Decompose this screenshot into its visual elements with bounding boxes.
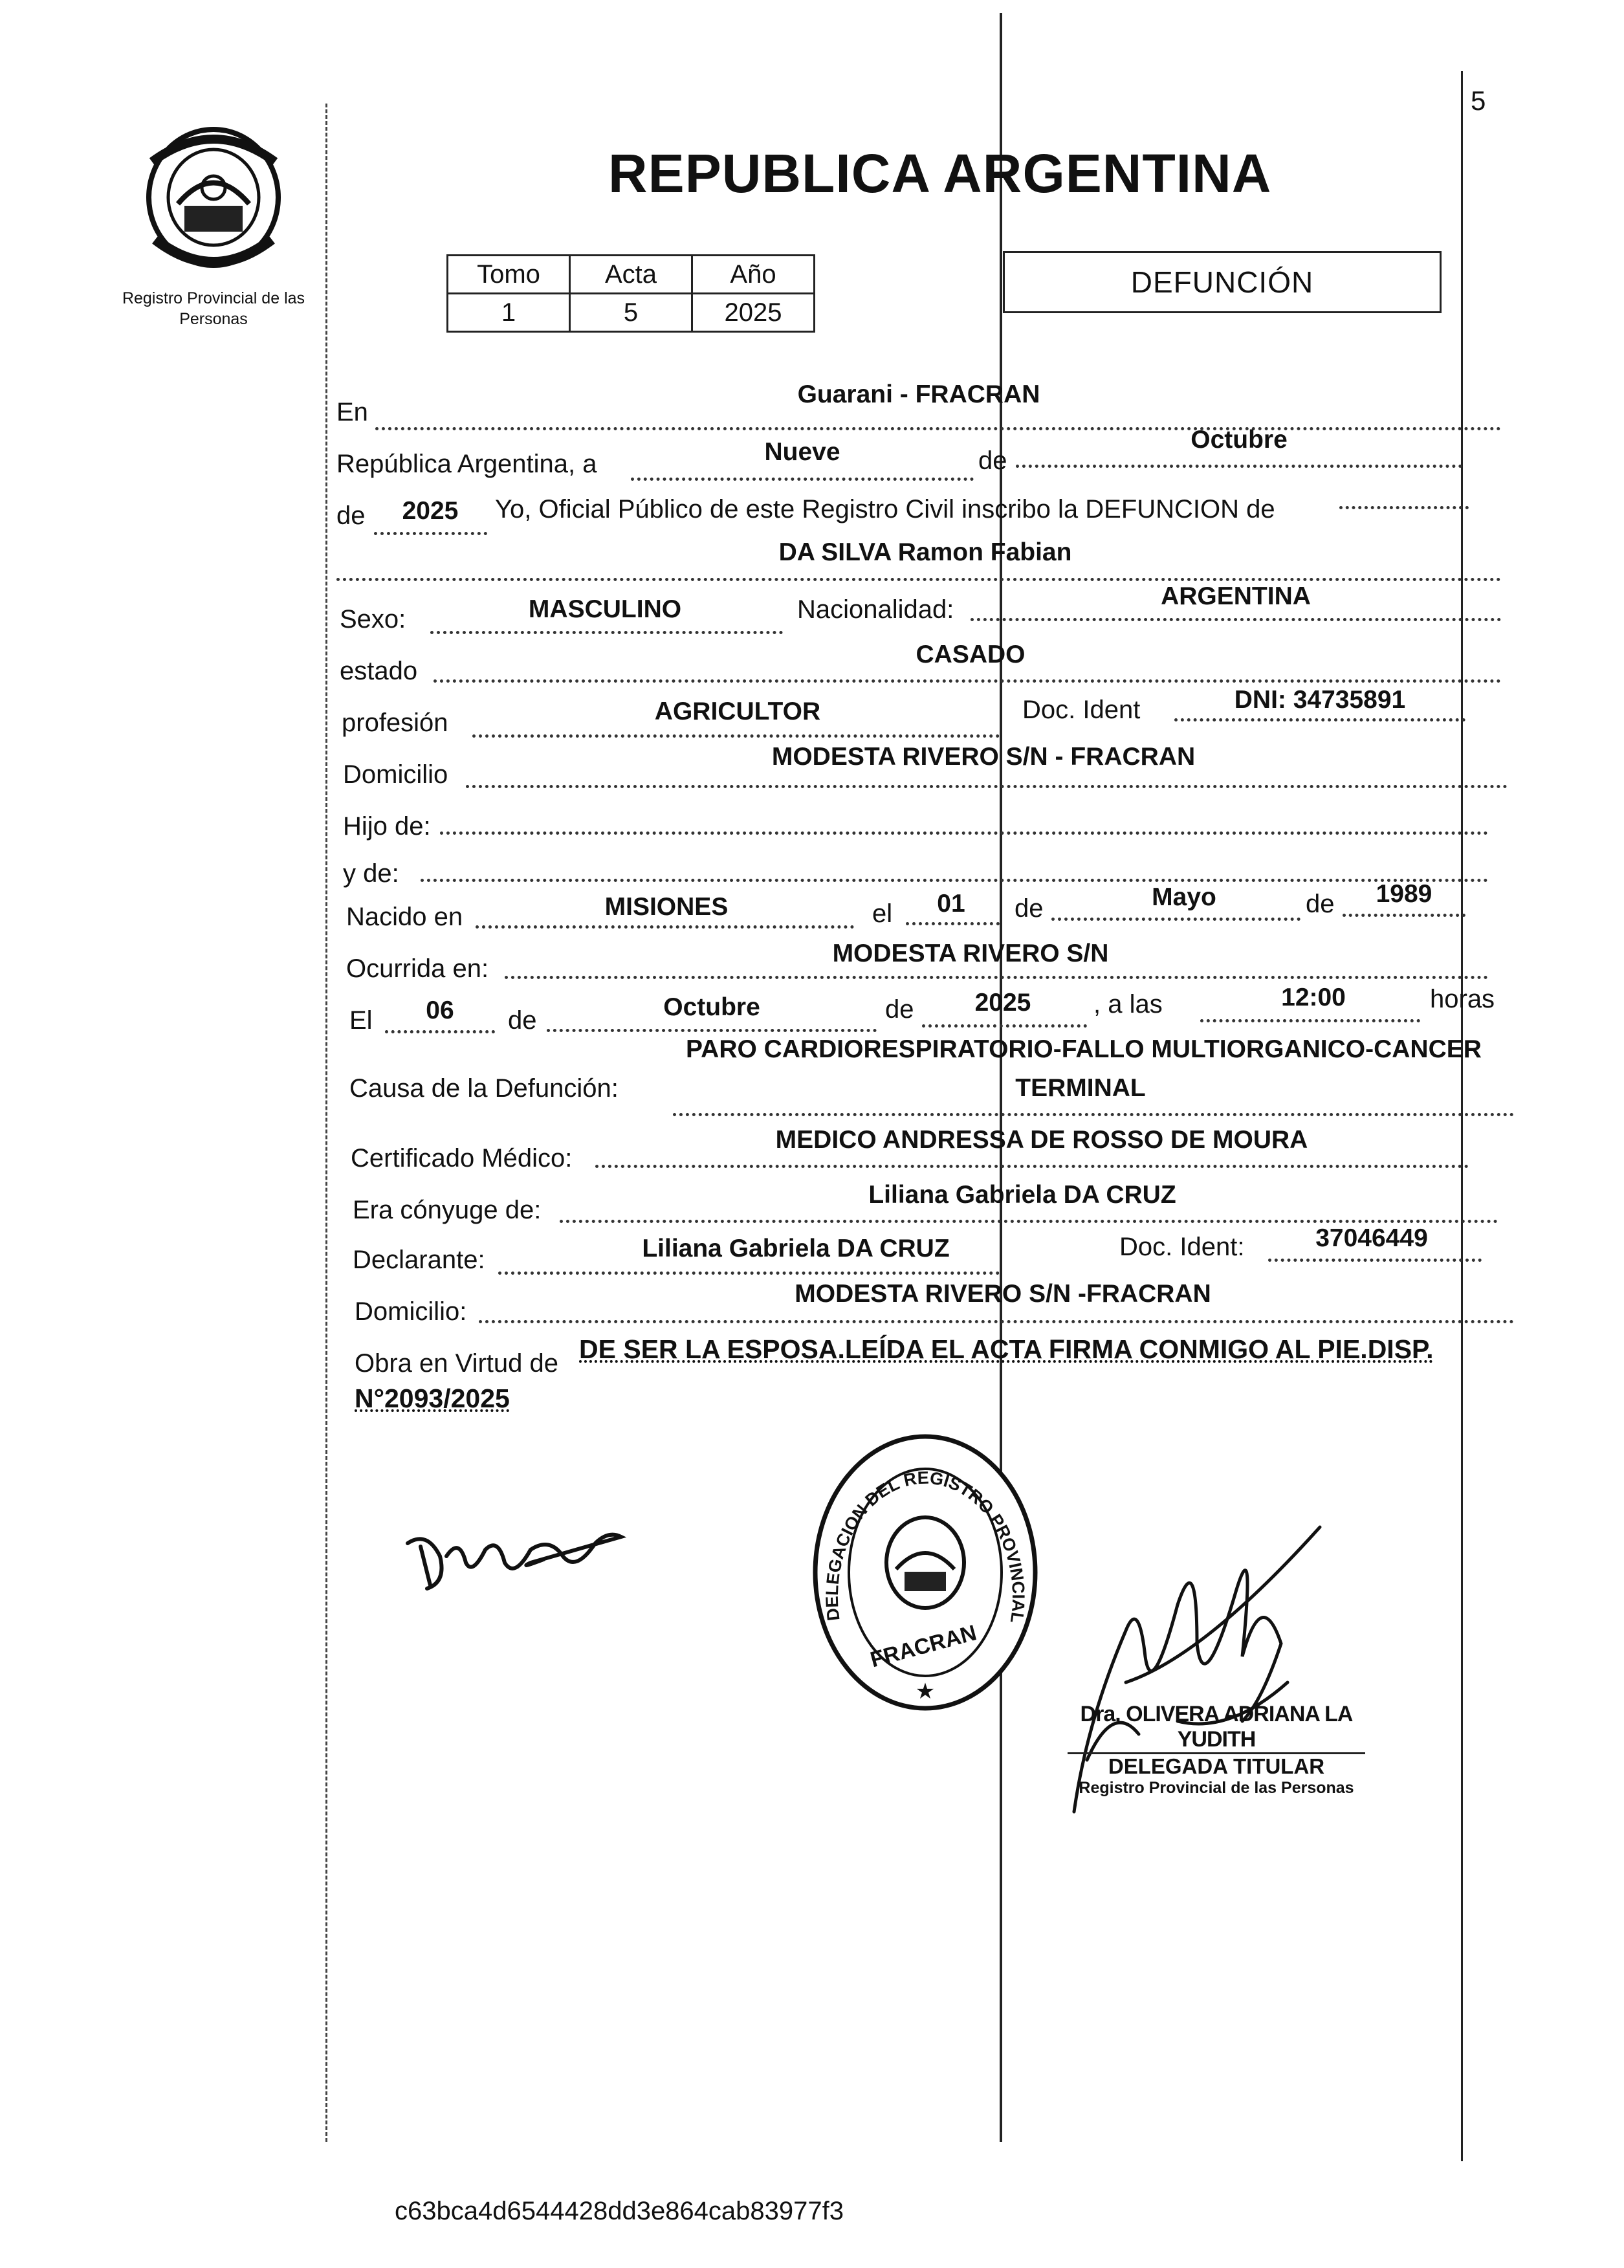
conyuge-value: Liliana Gabriela DA CRUZ [868,1181,1176,1209]
death-month-line [547,1029,877,1032]
obra-value-2: N°2093/2025 [355,1383,510,1413]
hijo-line [440,831,1488,835]
declarante-line [498,1272,1000,1275]
seal-ring-text: DELEGACION DEL REGISTRO PROVINCIAL [822,1468,1029,1624]
volume-value-anio: 2025 [692,294,815,332]
ocurrida-line [505,976,1488,979]
nacido-label: Nacido en [346,903,463,931]
en-label: En [336,398,368,426]
month-line [1016,465,1462,468]
birth-de-label-2: de [1306,890,1335,918]
declarant-signature [401,1517,634,1608]
sexo-line [430,631,783,634]
death-month: Octubre [663,993,760,1021]
volume-header-acta: Acta [570,256,692,294]
margin-line-left [325,104,327,2142]
estado-line [433,679,1501,683]
document-hash: c63bca4d6544428dd3e864cab83977f3 [395,2197,844,2225]
de-label: de [978,446,1007,475]
nacido-value: MISIONES [604,893,729,921]
birth-month: Mayo [1152,883,1216,911]
seal-center-text: FRACRAN [868,1620,980,1673]
death-year: 2025 [974,989,1031,1017]
month-value: Octubre [1191,426,1288,454]
official-stamp [1068,1702,1365,1798]
official-stamp-name: Dra. OLIVERA ADRIANA LA YUDITH [1068,1702,1365,1754]
doc2-label: Doc. Ident: [1119,1233,1245,1261]
certificado-line [595,1165,1469,1168]
domicilio-value: MODESTA RIVERO S/N - FRACRAN [771,743,1196,771]
official-stamp-registry: Registro Provincial de las Personas [1079,1779,1354,1797]
domicilio2-value: MODESTA RIVERO S/N -FRACRAN [795,1280,1211,1308]
ocurrida-value: MODESTA RIVERO S/N [832,940,1109,967]
declarante-value: Liliana Gabriela DA CRUZ [642,1235,950,1262]
volume-table [446,254,815,333]
en-value: Guarani - FRACRAN [797,380,1040,408]
estado-value: CASADO [916,641,1026,668]
death-day: 06 [426,996,454,1024]
estado-label: estado [340,657,418,685]
sexo-label: Sexo: [340,605,406,633]
domicilio-label: Domicilio [343,760,448,789]
doc2-line [1268,1259,1482,1262]
margin-line-right [1461,71,1463,2161]
nacionalidad-label: Nacionalidad: [797,595,954,624]
nacido-line [476,925,854,929]
birth-year-line [1343,914,1465,917]
birth-year: 1989 [1376,880,1432,908]
certificado-value: MEDICO ANDRESSA DE ROSSO DE MOURA [775,1126,1308,1154]
domicilio2-label: Domicilio: [355,1297,467,1326]
causa-value-2: TERMINAL [1015,1074,1146,1102]
birth-day: 01 [937,890,965,918]
nacionalidad-line [971,618,1501,621]
alas-label: , a las [1093,990,1163,1018]
causa-label: Causa de la Defunción: [349,1074,619,1103]
hijo-label: Hijo de: [343,812,431,841]
obra-value-1: DE SER LA ESPOSA.LEÍDA EL ACTA FIRMA CONMIGO AL PIE.DISP. [579,1334,1434,1364]
causa-line [673,1113,1514,1116]
doc-value: DNI: 34735891 [1234,686,1406,714]
el2-label: El [349,1006,373,1035]
yo-line [1339,506,1469,509]
page-number: 5 [1471,85,1486,116]
volume-header-tomo: Tomo [448,256,570,294]
registry-seal [809,1433,1042,1718]
profesion-value: AGRICULTOR [654,698,821,725]
declarante-label: Declarante: [353,1246,485,1274]
year-line [374,532,487,535]
sexo-value: MASCULINO [528,595,682,623]
el-label: el [872,899,893,928]
yde-label: y de: [343,859,399,888]
death-time-line [1200,1019,1420,1022]
seal-star-icon: ★ [915,1679,936,1704]
volume-value-acta: 5 [570,294,692,332]
doc2-value: 37046449 [1315,1224,1428,1252]
death-day-line [385,1030,495,1033]
doc-line [1174,718,1465,721]
volume-value-tomo: 1 [448,294,570,332]
birth-month-line [1051,918,1300,921]
document-title: REPUBLICA ARGENTINA [608,143,1272,204]
deceased-name: DA SILVA Ramon Fabian [778,538,1072,566]
name-line [336,578,1501,581]
province-emblem [139,123,288,278]
birth-de-label: de [1015,894,1044,923]
yo-text: Yo, Oficial Público de este Registro Civil inscribo la DEFUNCION de [495,495,1275,523]
conyuge-line [560,1220,1498,1223]
act-type: DEFUNCIÓN [1130,265,1314,299]
death-de-label: de [508,1006,537,1035]
conyuge-label: Era cónyuge de: [353,1196,542,1224]
profesion-line [472,734,1000,738]
year-value: 2025 [402,497,459,525]
birth-day-line [906,922,1000,925]
doc-label: Doc. Ident [1022,696,1141,724]
republica-label: República Argentina, a [336,450,597,478]
certificado-label: Certificado Médico: [351,1144,573,1173]
death-time: 12:00 [1281,984,1346,1011]
horas-label: horas [1430,985,1495,1013]
registry-label: Registro Provincial de las Personas [122,289,305,328]
day-value: Nueve [764,438,840,466]
day-line [631,478,974,481]
official-stamp-title: DELEGADA TITULAR [1108,1754,1325,1778]
obra-label: Obra en Virtud de [355,1349,559,1378]
domicilio-line [466,785,1508,788]
death-year-line [922,1024,1087,1028]
death-de-label-2: de [885,995,914,1024]
act-type-box [1003,251,1442,313]
domicilio2-line [479,1320,1514,1323]
yde-line [421,879,1488,882]
profesion-label: profesión [342,709,448,737]
causa-value-1: PARO CARDIORESPIRATORIO-FALLO MULTIORGANICO-CANCER [686,1035,1482,1063]
volume-header-anio: Año [692,256,815,294]
de-label-2: de [336,501,366,530]
nacionalidad-value: ARGENTINA [1161,582,1311,610]
ocurrida-label: Ocurrida en: [346,954,489,983]
